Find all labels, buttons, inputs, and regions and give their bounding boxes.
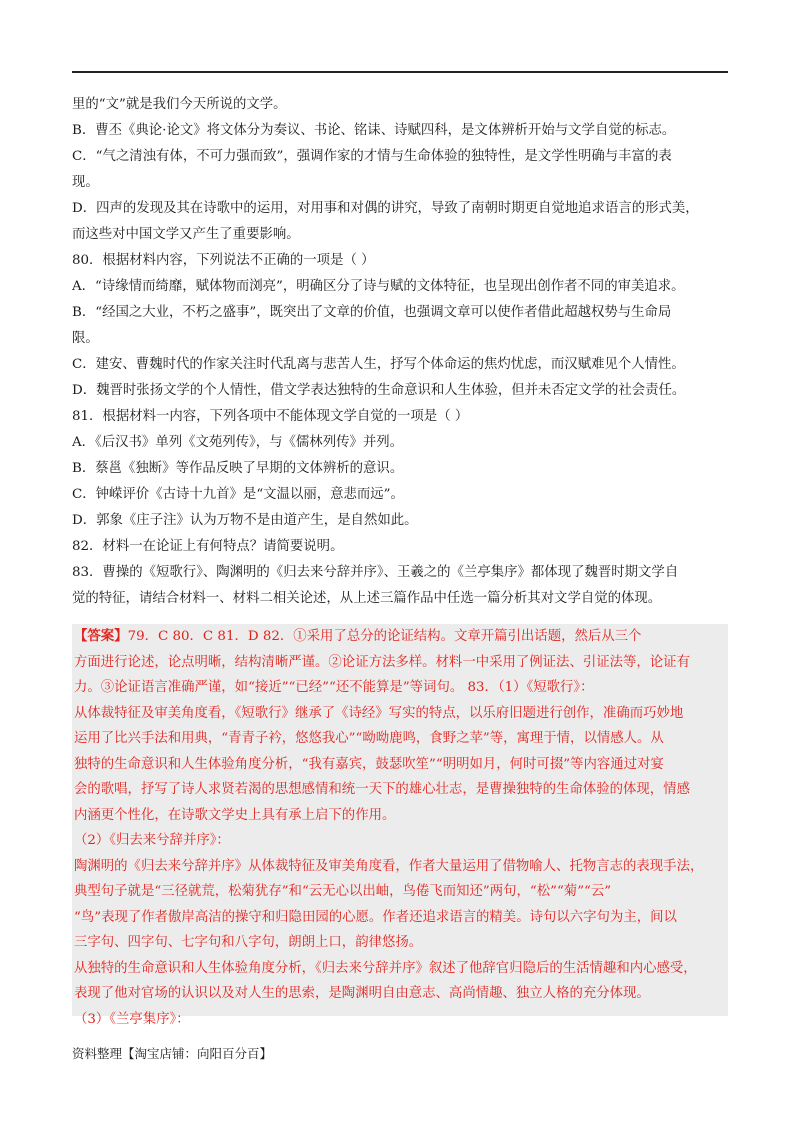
text-line: D．魏晋时张扬文学的个人情性，借文学表达独特的生命意识和人生体验，但并未否定文学的社会责任。 xyxy=(72,383,686,398)
text-line: 觉的特征，请结合材料一、材料二相关论述，从上述三篇作品中任选一篇分析其对文学自觉的体现。 xyxy=(72,591,662,606)
answer-label: 【答案】 xyxy=(74,628,128,644)
answer-line: “鸟”表现了作者傲岸高洁的操守和归隐田园的心愿。作者还追求语言的精美。诗句以六字句为主，间以 xyxy=(74,909,677,925)
answer-line: 会的歌唱，抒写了诗人求贤若渴的思想感情和统一天下的雄心壮志，是曹操独特的生命体验的体现，情感 xyxy=(74,782,690,797)
text-line: 里的“文”就是我们今天所说的文学。 xyxy=(72,97,287,112)
footer-text: 资料整理【淘宝店铺：向阳百分百】 xyxy=(72,1046,273,1061)
text-line: B．“经国之大业，不朽之盛事”，既突出了文章的价值，也强调文章可以使作者借此超越权势与生命局 xyxy=(72,305,672,320)
text-line: B．曹丕《典论·论文》将文体分为奏议、书论、铭诔、诗赋四科，是文体辨析开始与文学自觉的标志。 xyxy=(72,123,676,138)
question-text xyxy=(72,92,728,612)
answer-line: 力。③论证语言准确严谨，如“接近”“已经”“还不能算是”等词句。 83．（1）《短歌行》： xyxy=(74,680,594,695)
question-80: 80．根据材料内容，下列说法不正确的一项是（ ） xyxy=(72,253,375,268)
header-rule xyxy=(72,71,728,73)
question-83: 83．曹操的《短歌行》、陶渊明的《归去来兮辞并序》、王羲之的《兰亭集序》都体现了魏晋时期文学自 xyxy=(72,565,679,580)
text-line: D．郭象《庄子注》认为万物不是由道产生，是自然如此。 xyxy=(72,513,418,528)
answer-line xyxy=(72,624,728,650)
text-line: A．“诗缘情而绮靡，赋体物而浏亮”，明确区分了诗与赋的文体特征，也呈现出创作者不同的审美追求。 xyxy=(72,279,685,294)
text-line: B．蔡邕《独断》等作品反映了早期的文体辨析的意识。 xyxy=(72,461,404,476)
answer-line: 内涵更个性化，在诗歌文学史上具有承上启下的作用。 xyxy=(74,807,396,823)
answer-line: 从独特的生命意识和人生体验角度分析，《归去来兮辞并序》叙述了他辞官归隐后的生活情趣和内心感受， xyxy=(74,960,697,976)
text-line: D．四声的发现及其在诗歌中的运用，对用事和对偶的讲究，导致了南朝时期更自觉地追求语言的形式美， xyxy=(72,201,699,216)
answer-box xyxy=(72,624,728,1027)
text-line: A．《后汉书》单列《文苑列传》，与《儒林列传》并列。 xyxy=(72,435,404,450)
answer-line: 方面进行论述，论点明晰，结构清晰严谨。②论证方法多样。材料一中采用了例证法、引证法等，论证有 xyxy=(74,654,690,670)
text-line: 而这些对中国文学又产生了重要影响。 xyxy=(72,227,300,242)
text-line: 现。 xyxy=(72,175,99,190)
answer-subheading: （3）《兰亭集序》： xyxy=(74,1011,190,1027)
question-81: 81．根据材料一内容，下列各项中不能体现文学自觉的一项是（ ） xyxy=(72,409,469,424)
answer-line: 独特的生命意识和人生体验角度分析，“我有嘉宾，鼓瑟吹笙”“明明如月，何时可掇”等内容通过对宴 xyxy=(74,756,664,772)
text-line: 限。 xyxy=(72,331,99,346)
answer-first-line: 79．C 80．C 81．D 82．①采用了总分的论证结构。文章开篇引出话题，然后从三个 xyxy=(127,629,642,644)
answer-line: 从体裁特征及审美角度看，《短歌行》继承了《诗经》写实的特点，以乐府旧题进行创作，准确而巧妙地 xyxy=(74,705,684,721)
answer-line: 运用了比兴手法和用典，“青青子衿，悠悠我心”“呦呦鹿鸣，食野之苹”等，寓理于情，以情感人。从 xyxy=(74,731,664,746)
text-line: C．建安、曹魏时代的作家关注时代乱离与悲苦人生，抒写个体命运的焦灼忧虑，而汉赋难见个人情性。 xyxy=(72,357,685,372)
question-82: 82．材料一在论证上有何特点？请简要说明。 xyxy=(72,539,344,554)
answer-subheading: （2）《归去来兮辞并序》： xyxy=(74,833,230,848)
text-line: C．钟嵘评价《古诗十九首》是“文温以丽，意悲而远”。 xyxy=(72,487,404,502)
answer-line: 表现了他对官场的认识以及对人生的思索，是陶渊明自由意志、高尚情趣、独立人格的充分体现。 xyxy=(74,986,650,1001)
answer-line: 典型句子就是“三径就荒，松菊犹存”和“云无心以出岫，鸟倦飞而知还”两句，“松”“菊”“云” xyxy=(74,884,612,899)
answer-line: 陶渊明的《归去来兮辞并序》从体裁特征及审美角度看，作者大量运用了借物喻人、托物言志的表现手法， xyxy=(74,858,704,874)
text-line: C．“气之清浊有体，不可力强而致”，强调作家的才情与生命体验的独特性，是文学性明确与丰富的表 xyxy=(72,149,672,164)
answer-line: 三字句、四字句、七字句和八字句，朗朗上口，韵律悠扬。 xyxy=(74,935,423,950)
